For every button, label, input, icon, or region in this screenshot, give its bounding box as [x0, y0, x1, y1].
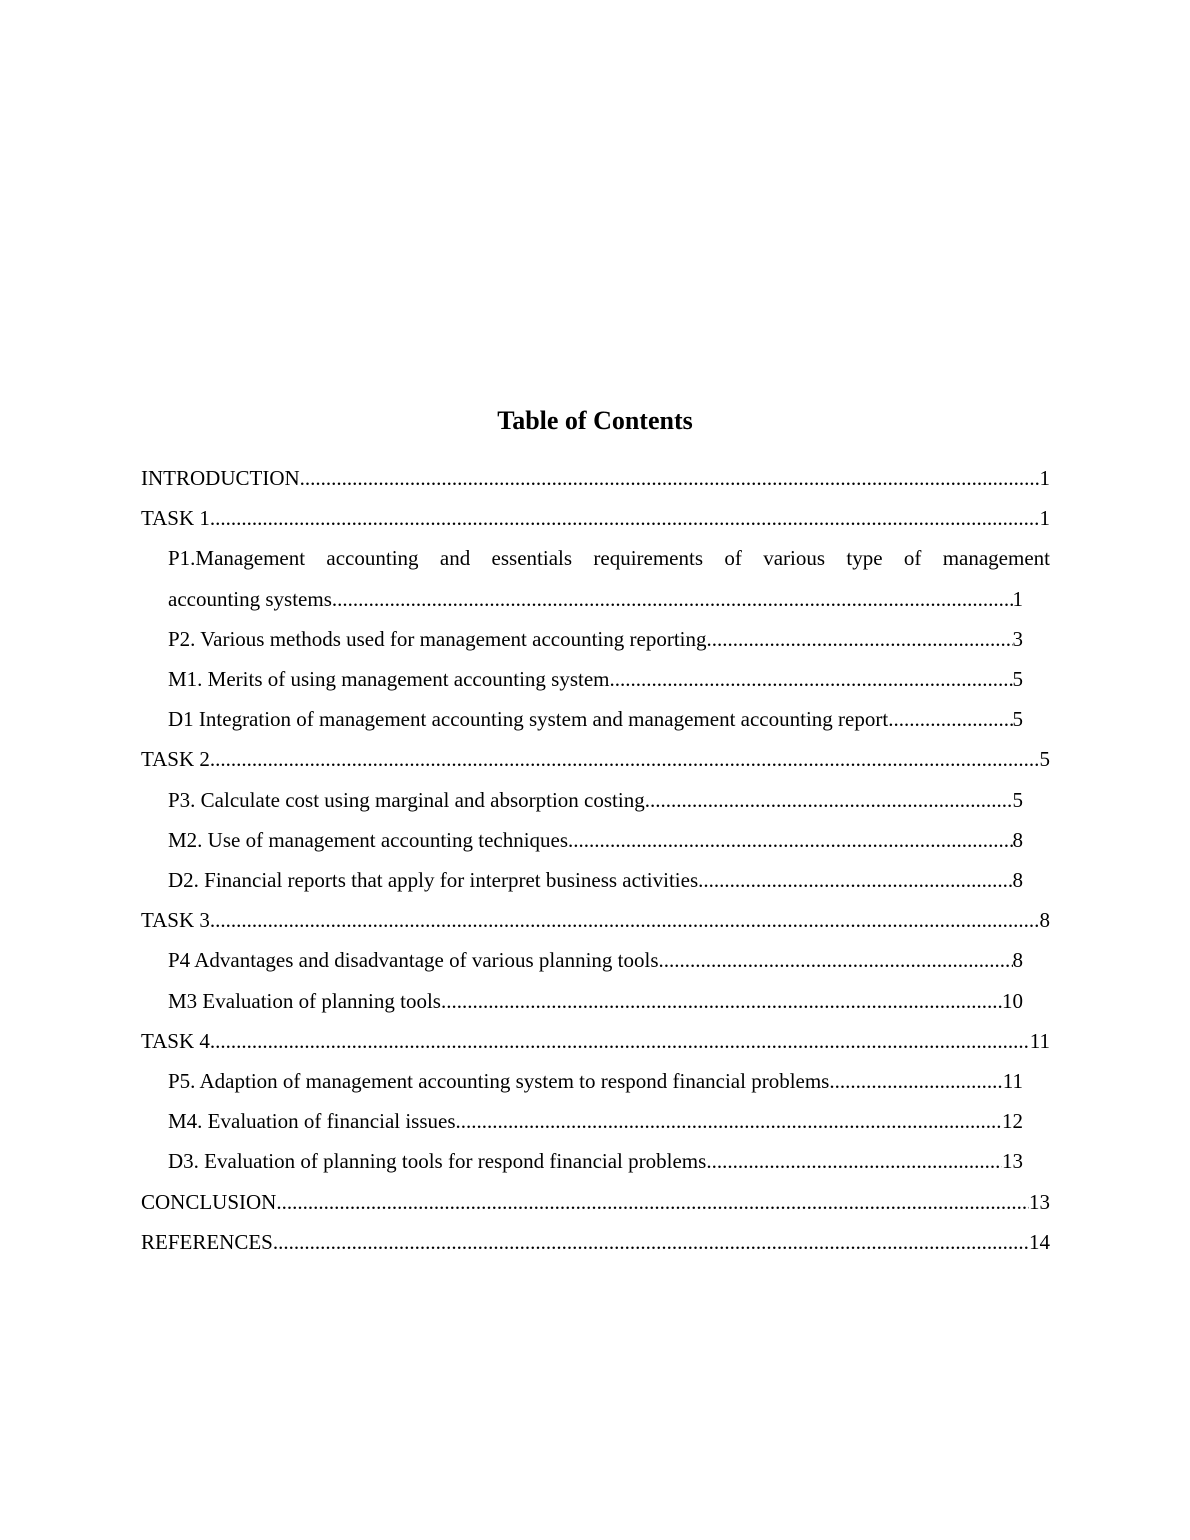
toc-page-number: 14 [1029, 1229, 1050, 1254]
toc-entry-task-1[interactable] [141, 498, 1050, 538]
toc-page-number: 1 [1012, 586, 1023, 611]
dot-leader [441, 981, 1002, 1021]
toc-entry-text: M2. Use of management accounting techniques [168, 827, 569, 852]
dot-leader [276, 1182, 1029, 1222]
toc-entry-text: P3. Calculate cost using marginal and absorption costing [168, 787, 645, 812]
dot-leader [273, 1222, 1029, 1262]
dot-leader [568, 820, 1012, 860]
dot-leader [210, 498, 1040, 538]
dot-leader [645, 780, 1013, 820]
toc-page-number: 10 [1002, 988, 1023, 1013]
dot-leader [659, 940, 1013, 980]
toc-page-number: 8 [1012, 868, 1023, 893]
toc-page-number: 8 [1012, 827, 1023, 852]
toc-entry-text: P4 Advantages and disadvantage of various planning tools [168, 948, 659, 973]
toc-entry-text: accounting systems [168, 586, 332, 611]
toc-entry-text: P2. Various methods used for management accounting reporting [168, 626, 707, 651]
toc-page-number: 13 [1029, 1189, 1050, 1214]
toc-entry-text: M1. Merits of using management accounting system [168, 667, 610, 692]
toc-entry-text: D3. Evaluation of planning tools for respond financial problems [168, 1149, 707, 1174]
toc-page-number: 13 [1002, 1149, 1023, 1174]
toc-entry-p5[interactable] [168, 1061, 1023, 1101]
toc-entry-m3[interactable] [168, 981, 1023, 1021]
toc-page-number: 5 [1012, 787, 1023, 812]
toc-entry-p2[interactable] [168, 619, 1023, 659]
toc-page-number: 3 [1012, 626, 1023, 651]
toc-entry-references[interactable] [141, 1222, 1050, 1262]
toc-entry-task-2[interactable] [141, 739, 1050, 779]
toc-entry-text: P5. Adaption of management accounting system to respond financial problems [168, 1069, 830, 1094]
dot-leader [210, 900, 1040, 940]
toc-entry-text: D2. Financial reports that apply for interpret business activities [168, 868, 699, 893]
dot-leader [707, 619, 1013, 659]
toc-entry-text: M4. Evaluation of financial issues [168, 1109, 456, 1134]
toc-entry-text: REFERENCES [141, 1229, 273, 1254]
dot-leader [300, 458, 1040, 498]
toc-entry-d2[interactable] [168, 860, 1023, 900]
toc-entry-text: TASK 4 [141, 1028, 210, 1053]
toc-entry-p4[interactable] [168, 940, 1023, 980]
toc-entry-text: M3 Evaluation of planning tools [168, 988, 441, 1013]
toc-entry-m4[interactable] [168, 1101, 1023, 1141]
toc-entry-d1[interactable] [168, 699, 1023, 739]
toc-entry-m1[interactable] [168, 659, 1023, 699]
toc-entry-p3[interactable] [168, 780, 1023, 820]
toc-entry-text-line1: P1.Management accounting and essentials requirements of various type of management [168, 546, 1050, 571]
toc-entry-text: INTRODUCTION [141, 466, 300, 490]
dot-leader [456, 1101, 1002, 1141]
dot-leader [332, 579, 1013, 619]
dot-leader [210, 739, 1040, 779]
toc-entry-task-4[interactable] [141, 1021, 1050, 1061]
dot-leader [210, 1021, 1030, 1061]
toc-entry-text: TASK 3 [141, 908, 210, 933]
dot-leader [610, 659, 1013, 699]
toc-page-number: 12 [1002, 1109, 1023, 1134]
toc-title: Table of Contents [497, 406, 693, 435]
dot-leader [888, 699, 1012, 739]
toc-page-number: 5 [1039, 747, 1050, 772]
dot-leader [829, 1061, 1002, 1101]
toc-page-number: 5 [1012, 667, 1023, 692]
toc-page-number: 8 [1012, 948, 1023, 973]
toc-entry-d3[interactable] [168, 1141, 1023, 1181]
toc-list [141, 458, 1050, 1262]
toc-entry-text: TASK 2 [141, 747, 210, 772]
toc-entry-text: CONCLUSION [141, 1189, 277, 1214]
toc-page-number: 5 [1012, 707, 1023, 732]
toc-page-number: 11 [1029, 1028, 1050, 1053]
toc-page-number: 1 [1039, 466, 1050, 490]
toc-page-number: 8 [1039, 908, 1050, 933]
toc-entry-task-3[interactable] [141, 900, 1050, 940]
toc-entry-m2[interactable] [168, 820, 1023, 860]
toc-entry-introduction[interactable] [141, 458, 1050, 498]
toc-page-number: 1 [1039, 506, 1050, 531]
toc-entry-text: TASK 1 [141, 506, 210, 531]
toc-page-number: 11 [1002, 1069, 1023, 1094]
toc-entry-text: D1 Integration of management accounting system and management accounting report [168, 707, 889, 732]
dot-leader [706, 1141, 1002, 1181]
toc-entry-conclusion[interactable] [141, 1182, 1050, 1222]
toc-entry-p1[interactable] [168, 538, 1050, 618]
dot-leader [698, 860, 1012, 900]
